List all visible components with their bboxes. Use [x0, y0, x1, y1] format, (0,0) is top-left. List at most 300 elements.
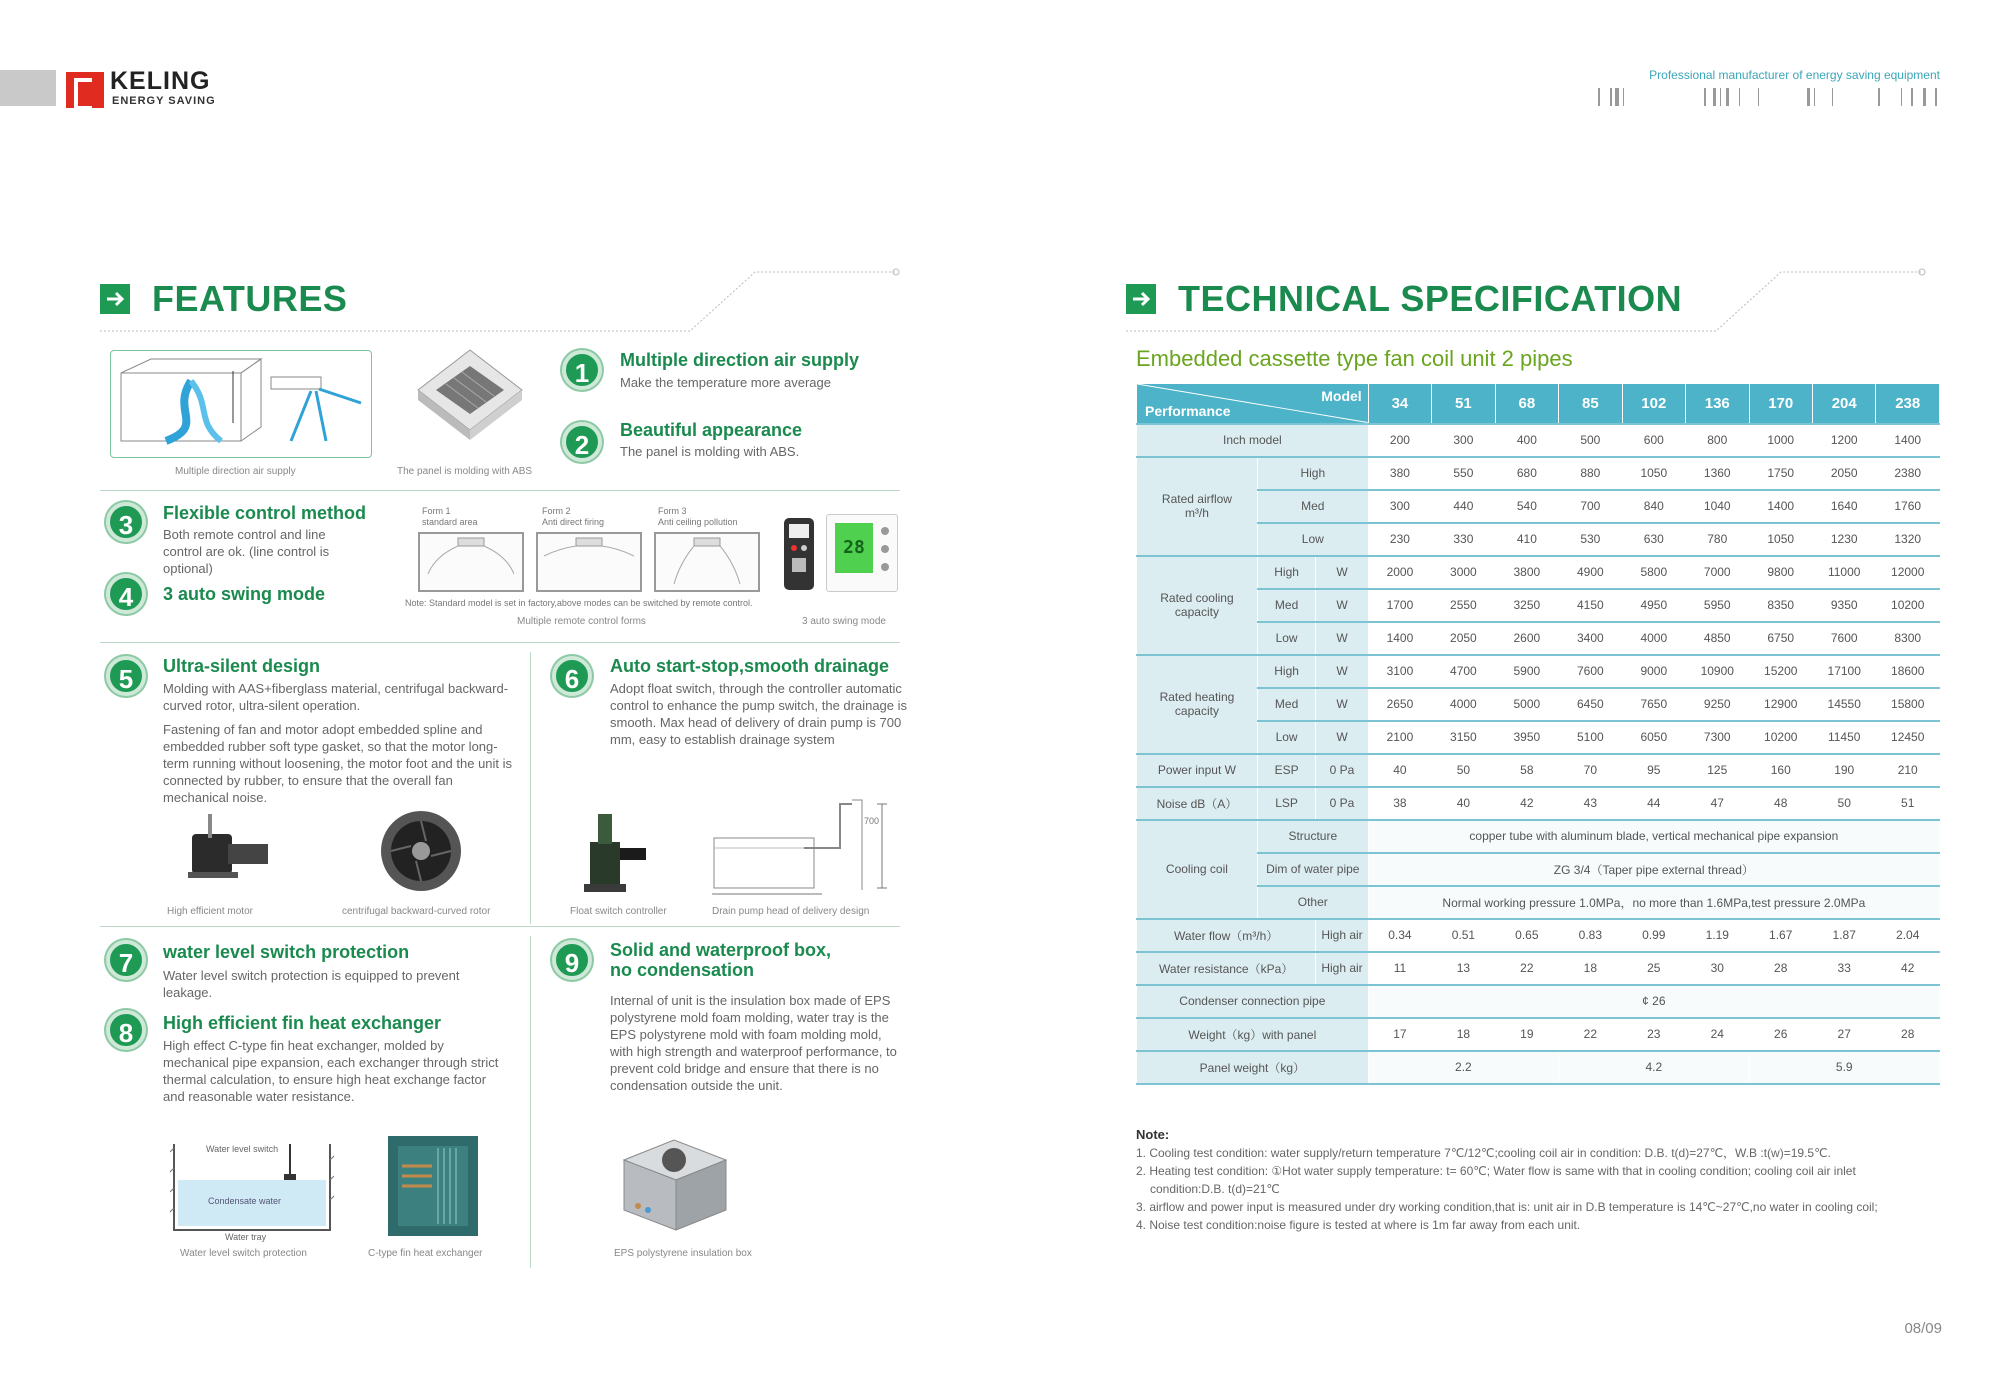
feature-2-text: The panel is molding with ABS.	[620, 444, 800, 459]
note-line: 1. Cooling test condition: water supply/return temperature 7℃/12℃;cooling coil air in condition: D.B. t(d)=27℃，W.B :t(w)=19.5℃.	[1136, 1146, 1831, 1160]
model-cell: 68	[1495, 384, 1558, 424]
cell: 3950	[1495, 721, 1558, 754]
cell: 5900	[1495, 655, 1558, 688]
coil-dim-value: ZG 3/4（Taper pipe external thread）	[1368, 853, 1939, 886]
cell: 40	[1368, 754, 1431, 787]
cell: 2380	[1876, 457, 1940, 490]
cell: 28	[1749, 952, 1812, 985]
cell: 5800	[1622, 556, 1685, 589]
cell: 380	[1368, 457, 1431, 490]
features-title: FEATURES	[152, 278, 348, 319]
diagram-condensate-label: Condensate water	[208, 1196, 282, 1206]
cell: 42	[1876, 952, 1940, 985]
cell: 30	[1686, 952, 1749, 985]
airflow-unit: m³/h	[1184, 506, 1209, 520]
spec-title-rule	[1126, 266, 1926, 332]
row-label: Water flow（m³/h）	[1137, 919, 1316, 952]
form-3-desc: Anti ceiling pollution	[658, 517, 738, 527]
feature-9-text: Internal of unit is the insulation box made of EPS polystyrene mold foam molding, water tray is the EPS polystyrene mold with foam molding mold, with high strength and waterproof performance, to prevent cold bridge and ensure that there is no condensation outside the unit.	[610, 993, 897, 1093]
forms-note: Note: Standard model is set in factory,above modes can be switched by remote control.	[405, 598, 753, 608]
caption-drain: Drain pump head of delivery design	[712, 906, 870, 917]
model-cell: 85	[1559, 384, 1622, 424]
divider	[100, 926, 900, 927]
cell: 12000	[1876, 556, 1940, 589]
cell: 330	[1432, 523, 1495, 556]
cell: 10200	[1749, 721, 1812, 754]
feature-1-title: Multiple direction air supply	[620, 350, 860, 370]
cell: 5000	[1495, 688, 1558, 721]
cassette-panel-image	[410, 342, 530, 458]
feature-7-title: water level switch protection	[163, 942, 410, 962]
form-3-name: Form 3	[658, 506, 687, 516]
form-3-diagram	[654, 532, 760, 592]
cell: 125	[1686, 754, 1749, 787]
cell: 11450	[1812, 721, 1875, 754]
unit-label: W	[1316, 622, 1368, 655]
caption-water-level: Water level switch protection	[180, 1248, 307, 1259]
coil-sub-label: Structure	[1257, 820, 1368, 853]
cell: 48	[1749, 787, 1812, 820]
cell: 50	[1432, 754, 1495, 787]
cell: 700	[1559, 490, 1622, 523]
feature-8-title: High efficient fin heat exchanger	[163, 1013, 442, 1033]
cell: 680	[1495, 457, 1558, 490]
cell: 9800	[1749, 556, 1812, 589]
cell: 95	[1622, 754, 1685, 787]
form-2-diagram	[536, 532, 642, 592]
cell: 1050	[1622, 457, 1685, 490]
cell: 1040	[1686, 490, 1749, 523]
cell: 210	[1876, 754, 1940, 787]
cell: 47	[1686, 787, 1749, 820]
feature-5-badge: 5	[106, 656, 146, 696]
header-model: Model	[1321, 388, 1362, 404]
diagram-tray-label: Water tray	[225, 1232, 267, 1242]
controller-display: 28	[835, 523, 873, 573]
row-label: Water resistance（kPa）	[1137, 952, 1316, 985]
note-line: 4. Noise test condition:noise figure is tested at where is 1m far away from each unit.	[1136, 1218, 1581, 1232]
cell: 6750	[1749, 622, 1812, 655]
cell: 630	[1622, 523, 1685, 556]
row-cooling-med	[1137, 589, 1940, 622]
mode-label: Low	[1257, 523, 1368, 556]
cell: 0.83	[1559, 919, 1622, 952]
cell: 500	[1559, 424, 1622, 457]
cell: 230	[1368, 523, 1431, 556]
mode-label: High air	[1316, 952, 1368, 985]
cell: 530	[1559, 523, 1622, 556]
feature-6-title: Auto start-stop,smooth drainage	[610, 656, 890, 676]
cell: 11	[1368, 952, 1431, 985]
row-weight	[1137, 1018, 1940, 1051]
cell: 8350	[1749, 589, 1812, 622]
cell: 15200	[1749, 655, 1812, 688]
cell: 3400	[1559, 622, 1622, 655]
coil-sub-label: Other	[1257, 886, 1368, 919]
cell: 1750	[1749, 457, 1812, 490]
cell: 300	[1432, 424, 1495, 457]
mode-label: High	[1257, 556, 1315, 589]
mode-label: Med	[1257, 589, 1315, 622]
cell: 12450	[1876, 721, 1940, 754]
form-2-desc: Anti direct firing	[542, 517, 605, 527]
header-model-performance-cell	[1137, 384, 1369, 424]
cell: 0.65	[1495, 919, 1558, 952]
eps-box-image	[614, 1130, 734, 1240]
cell: 7000	[1686, 556, 1749, 589]
cell: 17100	[1812, 655, 1875, 688]
cell: 51	[1876, 787, 1940, 820]
cell: 33	[1812, 952, 1875, 985]
mode-label: Med	[1257, 688, 1315, 721]
cell: 300	[1368, 490, 1431, 523]
cell: 4.2	[1559, 1051, 1749, 1084]
feature-1-badge: 1	[562, 350, 602, 390]
header-performance: Performance	[1145, 402, 1231, 419]
cell: 40	[1432, 787, 1495, 820]
note-line: condition:D.B. t(d)=21℃	[1150, 1182, 1280, 1196]
feature-9-badge: 9	[552, 940, 592, 980]
spec-title: TECHNICAL SPECIFICATION	[1178, 278, 1683, 319]
row-heating-high	[1137, 655, 1940, 688]
row-label: Panel weight（kg）	[1137, 1051, 1369, 1084]
keling-logo-icon	[66, 72, 104, 108]
feature-3-badge: 3	[106, 502, 146, 542]
cell: 6050	[1622, 721, 1685, 754]
spec-notes	[1136, 1126, 1956, 1234]
cell: 4950	[1622, 589, 1685, 622]
cell: 18	[1559, 952, 1622, 985]
cell: 1320	[1876, 523, 1940, 556]
cell: 2050	[1432, 622, 1495, 655]
cell: 5950	[1686, 589, 1749, 622]
unit-label: W	[1316, 655, 1368, 688]
model-cell: 102	[1622, 384, 1685, 424]
cell: 160	[1749, 754, 1812, 787]
mode-label: Low	[1257, 721, 1315, 754]
cell: 1050	[1749, 523, 1812, 556]
row-label-coil: Cooling coil	[1137, 820, 1258, 919]
unit-label: 0 Pa	[1316, 754, 1368, 787]
unit-label: 0 Pa	[1316, 787, 1368, 820]
cell: 70	[1559, 754, 1622, 787]
mode-label: Med	[1257, 490, 1368, 523]
row-condenser	[1137, 985, 1940, 1018]
row-cooling-low	[1137, 622, 1940, 655]
cell: 410	[1495, 523, 1558, 556]
cell: 1400	[1368, 622, 1431, 655]
row-cooling-high	[1137, 556, 1940, 589]
air-supply-image	[110, 350, 372, 458]
c-fin-exchanger-image	[388, 1136, 478, 1236]
cell: 17	[1368, 1018, 1431, 1051]
cell: 2050	[1812, 457, 1875, 490]
notes-title: Note:	[1136, 1127, 1170, 1142]
row-heating-low	[1137, 721, 1940, 754]
cell: 9250	[1686, 688, 1749, 721]
cell: 43	[1559, 787, 1622, 820]
caption-forms: Multiple remote control forms	[517, 616, 646, 627]
form-1-name: Form 1	[422, 506, 451, 516]
mode-label: ESP	[1257, 754, 1315, 787]
header-gray-tab	[0, 70, 56, 106]
rotor-image	[378, 806, 464, 896]
cell: 23	[1622, 1018, 1685, 1051]
model-cell: 238	[1876, 384, 1940, 424]
feature-4-title: 3 auto swing mode	[163, 584, 326, 604]
feature-8-badge: 8	[106, 1010, 146, 1050]
cell: 4850	[1686, 622, 1749, 655]
note-line: 3. airflow and power input is measured under dry working condition,that is: unit air in D.B temperature is 14℃~27℃,no water in cooling coil;	[1136, 1200, 1878, 1214]
cell: 3800	[1495, 556, 1558, 589]
note-line: 2. Heating test condition: ①Hot water supply temperature: t= 60℃; Water flow is same with that in cooling condition; cooling coil air inlet	[1136, 1164, 1856, 1178]
cell: 5100	[1559, 721, 1622, 754]
feature-7-text: Water level switch protection is equipped to prevent leakage.	[163, 968, 460, 1000]
unit-label: W	[1316, 688, 1368, 721]
cell: 2550	[1432, 589, 1495, 622]
drain-pump-diagram	[712, 790, 892, 900]
page-number: 08/09	[1904, 1320, 1942, 1337]
cell: 1200	[1812, 424, 1875, 457]
row-water-flow	[1137, 919, 1940, 952]
feature-5-title: Ultra-silent design	[163, 656, 321, 676]
model-cell: 136	[1686, 384, 1749, 424]
form-2-label	[542, 506, 604, 528]
cell: 10900	[1686, 655, 1749, 688]
cell: 1760	[1876, 490, 1940, 523]
mode-label: LSP	[1257, 787, 1315, 820]
cell: 8300	[1876, 622, 1940, 655]
cell: 22	[1495, 952, 1558, 985]
cell: 2.04	[1876, 919, 1940, 952]
cell: 38	[1368, 787, 1431, 820]
diagram-switch-label: Water level switch	[206, 1144, 279, 1154]
row-airflow-med	[1137, 490, 1940, 523]
form-3-label	[658, 506, 738, 528]
feature-5-text-2: Fastening of fan and motor adopt embedded spline and embedded rubber soft type gasket, so that the motor long-term running without loosening, the motor foot and the unit is connected by rubber, to ensure that the overall fan mechanical noise.	[163, 722, 513, 805]
caption-panel: The panel is molding with ABS	[397, 466, 533, 477]
cell: 1700	[1368, 589, 1431, 622]
cell: 4150	[1559, 589, 1622, 622]
coil-other-value: Normal working pressure 1.0MPa，no more than 1.6MPa,test pressure 2.0MPa	[1368, 886, 1939, 919]
feature-1-text: Make the temperature more average	[620, 375, 831, 390]
features-title-rule	[100, 266, 900, 332]
cell: 3150	[1432, 721, 1495, 754]
row-airflow-low	[1137, 523, 1940, 556]
cell: 14550	[1812, 688, 1875, 721]
cell: 2600	[1495, 622, 1558, 655]
model-cell: 170	[1749, 384, 1812, 424]
cell: 4000	[1622, 622, 1685, 655]
cell: 200	[1368, 424, 1431, 457]
row-coil-structure	[1137, 820, 1940, 853]
cell: 12900	[1749, 688, 1812, 721]
cell: 3250	[1495, 589, 1558, 622]
feature-2-title: Beautiful appearance	[620, 420, 803, 440]
cell: 2000	[1368, 556, 1431, 589]
row-label: Power input W	[1137, 754, 1258, 787]
cell: 540	[1495, 490, 1558, 523]
cell: 7300	[1686, 721, 1749, 754]
unit-label: W	[1316, 589, 1368, 622]
row-power-input	[1137, 754, 1940, 787]
cell: 3100	[1368, 655, 1431, 688]
cell: 25	[1622, 952, 1685, 985]
model-cell: 204	[1812, 384, 1875, 424]
cell: 0.51	[1432, 919, 1495, 952]
feature-7-badge: 7	[106, 940, 146, 980]
cell: 18600	[1876, 655, 1940, 688]
decorative-barcode-icon	[1598, 88, 1940, 106]
cell: 4900	[1559, 556, 1622, 589]
divider	[530, 936, 531, 1268]
cell: 440	[1432, 490, 1495, 523]
cell: 880	[1559, 457, 1622, 490]
row-coil-dim	[1137, 853, 1940, 886]
cell: 27	[1812, 1018, 1875, 1051]
caption-air-supply: Multiple direction air supply	[175, 466, 296, 477]
cell: 1.87	[1812, 919, 1875, 952]
cell: 840	[1622, 490, 1685, 523]
caption-motor: High efficient motor	[167, 906, 253, 917]
cell: 600	[1622, 424, 1685, 457]
cell: 2650	[1368, 688, 1431, 721]
cell: 10200	[1876, 589, 1940, 622]
feature-2-badge: 2	[562, 422, 602, 462]
motor-image	[168, 810, 278, 894]
feature-5-text-1: Molding with AAS+fiberglass material, centrifugal backward-curved rotor, ultra-silent operation.	[163, 681, 509, 713]
form-1-desc: standard area	[422, 517, 478, 527]
cell: 190	[1812, 754, 1875, 787]
cell: 550	[1432, 457, 1495, 490]
spec-table	[1136, 383, 1940, 1085]
caption-swing: 3 auto swing mode	[802, 616, 886, 627]
cell: 28	[1876, 1018, 1940, 1051]
coil-sub-label: Dim of water pipe	[1257, 853, 1368, 886]
water-level-diagram	[170, 1140, 334, 1240]
brand-subtitle: ENERGY SAVING	[112, 95, 216, 107]
tagline: Professional manufacturer of energy saving equipment	[1649, 68, 1940, 82]
row-coil-other	[1137, 886, 1940, 919]
cell: 2.2	[1368, 1051, 1558, 1084]
brand-name: KELING	[110, 67, 211, 95]
cell: 24	[1686, 1018, 1749, 1051]
wired-controller-image	[826, 514, 898, 592]
cell: 7600	[1559, 655, 1622, 688]
table-header-row	[1137, 384, 1940, 424]
caption-rotor: centrifugal backward-curved rotor	[342, 906, 491, 917]
cell: 50	[1812, 787, 1875, 820]
cell: 3000	[1432, 556, 1495, 589]
row-label-airflow	[1137, 457, 1258, 556]
row-water-resistance	[1137, 952, 1940, 985]
divider	[530, 652, 531, 924]
cell: 1.19	[1686, 919, 1749, 952]
row-heating-med	[1137, 688, 1940, 721]
cell: 4700	[1432, 655, 1495, 688]
cell: 42	[1495, 787, 1558, 820]
caption-float: Float switch controller	[570, 906, 667, 917]
cell: 0.34	[1368, 919, 1431, 952]
row-noise	[1137, 787, 1940, 820]
cell: 18	[1432, 1018, 1495, 1051]
cell: 22	[1559, 1018, 1622, 1051]
cell: 44	[1622, 787, 1685, 820]
cell: 780	[1686, 523, 1749, 556]
form-1-diagram	[418, 532, 524, 592]
divider	[100, 490, 900, 491]
cell: 0.99	[1622, 919, 1685, 952]
feature-8-text: High effect C-type fin heat exchanger, molded by mechanical pipe expansion, each exchanger through strict thermal calculation, to ensure high heat exchange factor and reasonable water resistance.	[163, 1038, 499, 1104]
row-label-heating: Rated heating capacity	[1137, 655, 1258, 754]
cell: 7650	[1622, 688, 1685, 721]
row-panel-weight	[1137, 1051, 1940, 1084]
airflow-label: Rated airflow	[1161, 492, 1232, 506]
drain-height-label: 700	[864, 816, 880, 826]
cell: 1640	[1812, 490, 1875, 523]
cell: 9000	[1622, 655, 1685, 688]
cell: 26	[1749, 1018, 1812, 1051]
row-label: Inch model	[1137, 424, 1369, 457]
feature-6-badge: 6	[552, 656, 592, 696]
cell: 58	[1495, 754, 1558, 787]
cell: 15800	[1876, 688, 1940, 721]
mode-label: High	[1257, 655, 1315, 688]
model-cell: 34	[1368, 384, 1431, 424]
row-label-cooling: Rated cooling capacity	[1137, 556, 1258, 655]
model-cell: 51	[1432, 384, 1495, 424]
cell: 4000	[1432, 688, 1495, 721]
caption-c-fin: C-type fin heat exchanger	[368, 1248, 483, 1259]
coil-structure-value: copper tube with aluminum blade, vertical mechanical pipe expansion	[1368, 820, 1939, 853]
form-1-label	[422, 506, 478, 528]
mode-label: High air	[1316, 919, 1368, 952]
cell: 1000	[1749, 424, 1812, 457]
condenser-value: ¢ 26	[1368, 985, 1939, 1018]
unit-label: W	[1316, 556, 1368, 589]
float-switch-image	[580, 808, 660, 898]
cell: 1400	[1749, 490, 1812, 523]
cell: 400	[1495, 424, 1558, 457]
cell: 19	[1495, 1018, 1558, 1051]
cell: 1360	[1686, 457, 1749, 490]
divider	[100, 642, 900, 643]
row-label: Weight（kg）with panel	[1137, 1018, 1369, 1051]
unit-label: W	[1316, 721, 1368, 754]
feature-9-title-1: Solid and waterproof box,	[610, 940, 832, 960]
cell: 7600	[1812, 622, 1875, 655]
row-label: Noise dB（A）	[1137, 787, 1258, 820]
form-2-name: Form 2	[542, 506, 571, 516]
mode-label: Low	[1257, 622, 1315, 655]
cell: 11000	[1812, 556, 1875, 589]
remote-control-image	[784, 518, 814, 590]
feature-4-badge: 4	[106, 574, 146, 614]
cell: 1230	[1812, 523, 1875, 556]
cell: 5.9	[1749, 1051, 1940, 1084]
cell: 9350	[1812, 589, 1875, 622]
feature-3-text: Both remote control and line control are ok. (line control is optional)	[163, 527, 330, 576]
mode-label: High	[1257, 457, 1368, 490]
feature-9-title-2: no condensation	[610, 960, 754, 980]
cell: 1.67	[1749, 919, 1812, 952]
cell: 6450	[1559, 688, 1622, 721]
row-label: Condenser connection pipe	[1137, 985, 1369, 1018]
row-airflow-high	[1137, 457, 1940, 490]
cell: 800	[1686, 424, 1749, 457]
caption-eps: EPS polystyrene insulation box	[614, 1248, 752, 1259]
feature-3-title: Flexible control method	[163, 503, 367, 523]
